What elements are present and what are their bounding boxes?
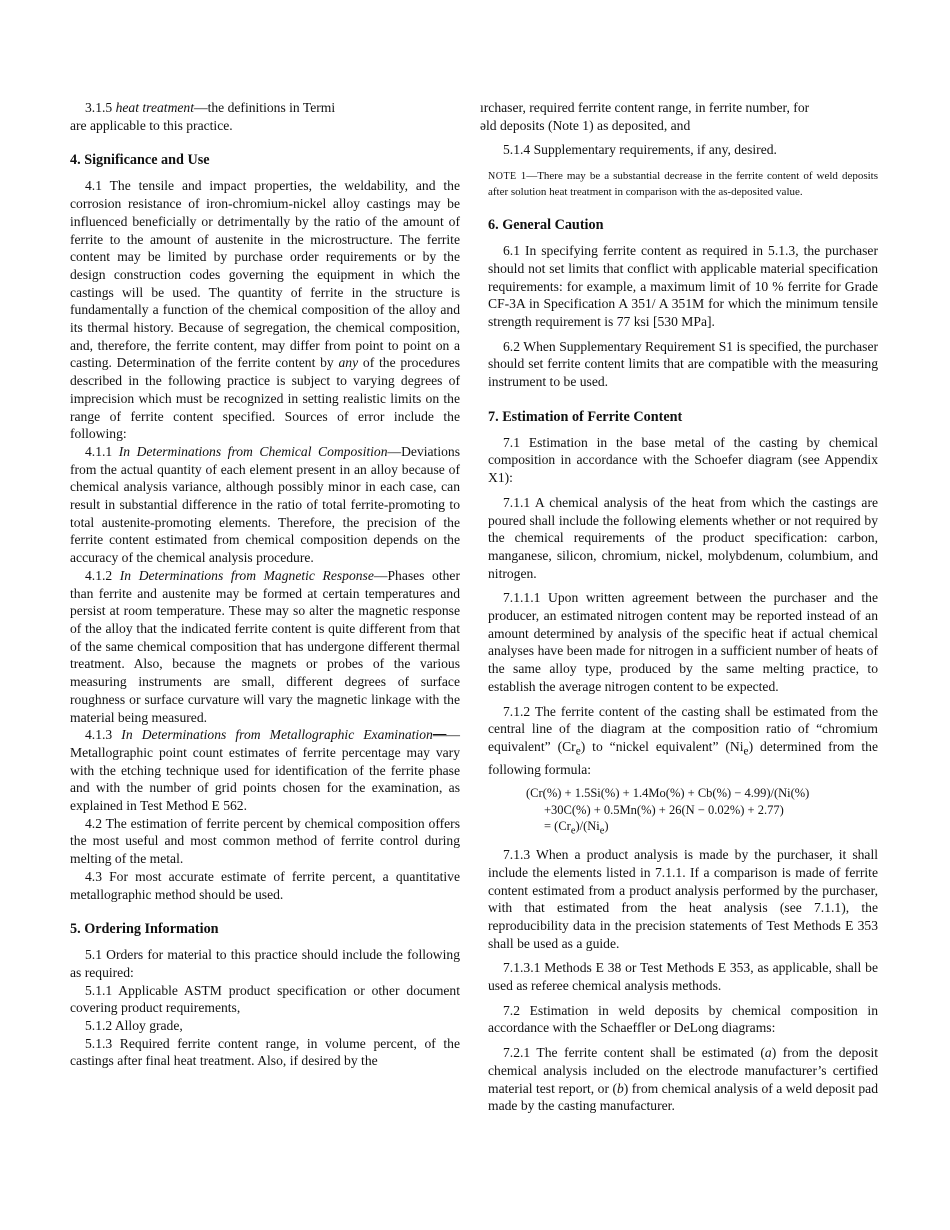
para-5-1: 5.1 Orders for material to this practice should include the following as required: bbox=[70, 947, 460, 980]
para-7-1: 7.1 Estimation in the base metal of the casting by chemical composition in accordance with the Schoefer diagram (see Appendix X1): bbox=[488, 434, 878, 486]
section-6-heading: 6. General Caution bbox=[488, 217, 604, 234]
para-4-1-2: 4.1.2 In Determinations from Magnetic Response—Phases other than ferrite and austenite may be formed at certain temperatures and persist at room temperature. These may so alter the magnetic response of the alloy that the indicated ferrite content is quite different from that of the same chemical composition that has undergone different thermal treatment. Also, because the magnets or probes of the various measuring instruments are small, different degrees of surface roughness or surface curvature will vary the magnetic linkage with the material being measured. bbox=[70, 567, 460, 725]
section-5-heading: 5. Ordering Information bbox=[70, 921, 219, 938]
para-7-2-1: 7.2.1 The ferrite content shall be estimated (a) from the deposit chemical analysis included on the electrode manufacturer’s certified material test report, or (b) from chemical analysis of a weld deposit pad made by the casting manufacturer. bbox=[488, 1045, 878, 1114]
para-5-1-3-cont-2: əld deposits (Note 1) as deposited, and bbox=[480, 117, 691, 133]
para-7-1-3-1: 7.1.3.1 Methods E 38 or Test Methods E 353, as applicable, shall be used as referee chemical analysis methods. bbox=[488, 960, 878, 994]
para-5-1-1: 5.1.1 Applicable ASTM product specification or other document covering product requirements, bbox=[70, 982, 460, 1016]
para-4-1: 4.1 The tensile and impact properties, the weldability, and the corrosion resistance of iron-chromium-nickel alloy castings may be influenced beneficially or detrimentally by the ratio of the amount of ferrite to the amount of austenite in the microstructure. The ferrite content may be limited by purchase order requirements or by the design construction codes governing the equipment in which the castings will be used. The quantity of ferrite in the structure is fundamentally a function of the chemical composition of the alloy and its thermal history. Because of segregation, the chemical composition, and, therefore, the ferrite content, may differ from point to point on a casting. Determination of the ferrite content by any of the procedures described in the following practice is subject to varying degrees of imprecision which must be recognized in setting realistic limits on the range of ferrite content specified. Sources of error include the following: bbox=[70, 178, 460, 442]
para-3-1-5-cont: are applicable to this practice. bbox=[70, 117, 233, 133]
para-5-1-2: 5.1.2 Alloy grade, bbox=[85, 1018, 183, 1034]
para-6-1: 6.1 In specifying ferrite content as required in 5.1.3, the purchaser should not set limits that conflict with applicable material specification requirements: for example, a maximum limit of 10 % ferrite for Grade CF-3A in Specification A 351/ A 351M for which the minimum tensile strength requirement is 77 ksi [530 MPa]. bbox=[488, 243, 878, 329]
para-7-1-2: 7.1.2 The ferrite content of the casting shall be estimated from the central line of the diagram at the composition ratio of “chromium equivalent” $(Cr_e)$ to “nickel equivalent” $(Ni_e)$ determined from the following formula: bbox=[488, 703, 879, 778]
para-7-1-1: 7.1.1 A chemical analysis of the heat from which the castings are poured shall include the following elements whether or not required by the chemical requirements of the product specification: carbon, manganese, silicon, chromium, nickel, molybdenum, columbium, and nitrogen. bbox=[488, 494, 878, 581]
formula-line-2: +30C(%) + 0.5Mn(%) + 26(N − 0.02%) + 2.77) bbox=[544, 802, 784, 817]
formula-line-1: (Cr(%) + 1.5Si(%) + 1.4Mo(%) + Cb(%) − 4.99)/(Ni(%) bbox=[526, 786, 810, 801]
section-4-heading: 4. Significance and Use bbox=[70, 152, 210, 169]
para-4-1-1: 4.1.1 In Determinations from Chemical Composition—Deviations from the actual quantity of each element present in an alloy because of chemical analysis variance, although possibly minor in each case, can result in substantial difference in the ratio of total ferrite-promoting to total austenite-promoting elements. Therefore, the precision of the ferrite content estimated from chemical composition depends on the accuracy of the chemical analysis procedure. bbox=[70, 443, 460, 566]
para-5-1-4: 5.1.4 Supplementary requirements, if any, desired. bbox=[503, 142, 777, 158]
para-7-2: 7.2 Estimation in weld deposits by chemical composition in accordance with the Schaeffler or DeLong diagrams: bbox=[488, 1002, 878, 1036]
para-4-2: 4.2 The estimation of ferrite percent by chemical composition offers the most useful and most common method of ferrite control during melting of the metal. bbox=[70, 815, 460, 867]
section-7-heading: 7. Estimation of Ferrite Content bbox=[488, 408, 683, 425]
formula-line-3: = $(Cr_e)/(Ni_e)$ bbox=[544, 819, 609, 837]
para-7-1-3: 7.1.3 When a product analysis is made by the purchaser, it shall include the elements listed in 7.1.1. If a comparison is made of ferrite content estimated from a product analysis performed by the purchaser, with that estimated from the heat analysis (see 7.1.1), the reproducibility data in the precision statements of Test Methods E 353 shall be used as a guide. bbox=[488, 847, 878, 951]
para-4-3: 4.3 For most accurate estimate of ferrite percent, a quantitative metallographic method should be used. bbox=[70, 868, 460, 902]
note-1: NOTE 1—There may be a substantial decrease in the ferrite content of weld deposits after solution heat treatment in comparison with the as-deposited value. bbox=[488, 170, 879, 198]
para-6-2: 6.2 When Supplementary Requirement S1 is specified, the purchaser should set ferrite content limits that are compatible with the measuring instrument to be used. bbox=[488, 338, 878, 390]
para-5-1-3-cont-1: ırchaser, required ferrite content range, in ferrite number, for bbox=[480, 100, 810, 115]
para-7-1-1-1: 7.1.1.1 Upon written agreement between the purchaser and the producer, an estimated nitrogen content may be reported instead of an amount determined by analysis of the specific heat if actual chemical analyses have been made for nitrogen in a sufficient number of heats of the same alloy type, produced by the same melting practice, to establish the average nitrogen content to be expected. bbox=[488, 590, 878, 694]
para-5-1-3: 5.1.3 Required ferrite content range, in volume percent, of the castings after final heat treatment. Also, if desired by the bbox=[70, 1035, 460, 1069]
right-column bbox=[480, 99, 879, 1115]
para-4-1-3: 4.1.3 In Determinations from Metallographic Examination——Metallographic point count estimates of ferrite percentage may vary with the etching technique used for identification of the ferrite phase and with the number of grid points chosen for the examination, as explained in Test Method E 562. bbox=[70, 727, 460, 814]
para-3-1-5: 3.1.5 heat treatment—the definitions in Termi bbox=[85, 100, 336, 115]
left-column bbox=[70, 99, 460, 1070]
note-label: NOTE bbox=[488, 171, 517, 183]
ferrite-formula bbox=[526, 785, 878, 840]
